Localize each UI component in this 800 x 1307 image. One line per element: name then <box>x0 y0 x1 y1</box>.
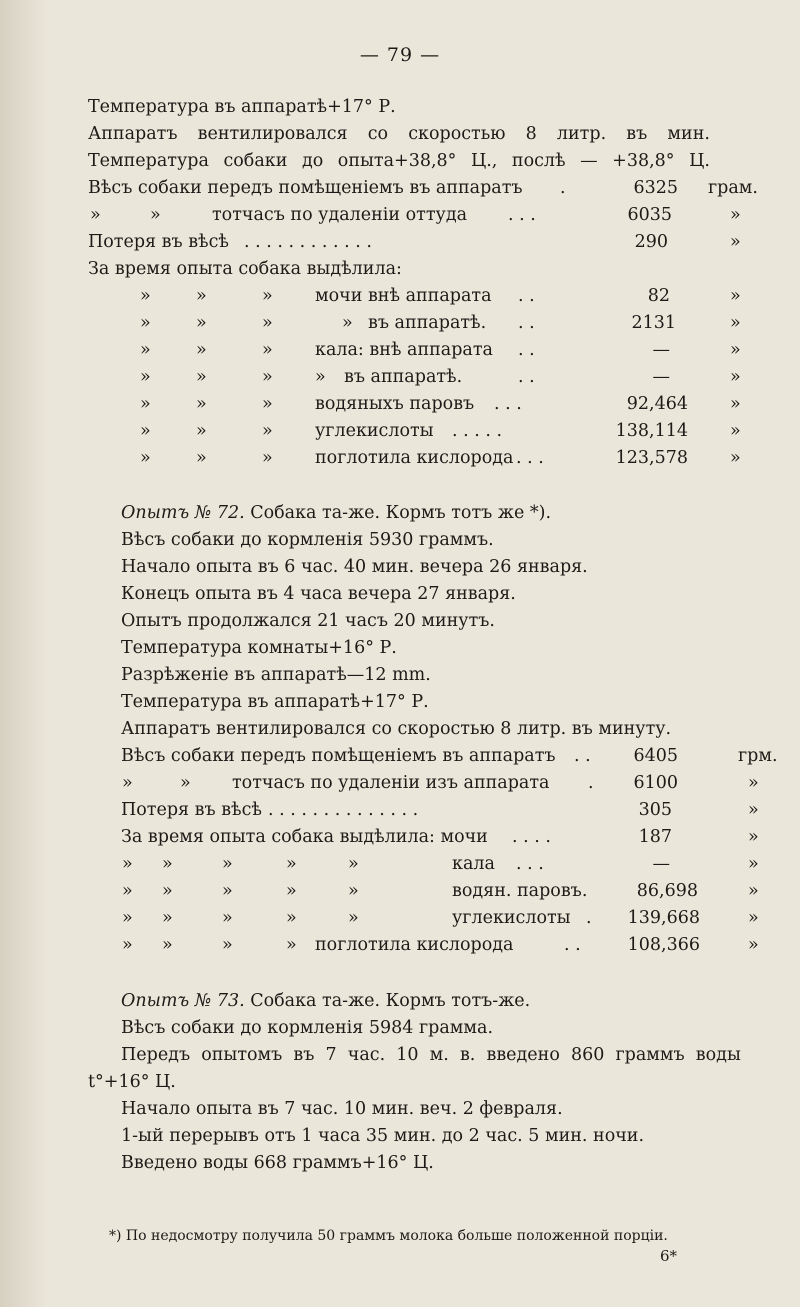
table-row: Потеря въ вѣсѣ . . . . . . . . . . . . 290 » <box>88 232 741 252</box>
table-row: За время опыта собака выдѣлила: <box>88 259 402 279</box>
paragraph-line: Введено воды 668 граммъ+16° Ц. <box>121 1153 434 1173</box>
signature-mark: 6* <box>660 1247 678 1265</box>
table-row: » » » » въ аппаратѣ. . . 2131 » <box>140 313 741 333</box>
paragraph-line: Начало опыта въ 6 час. 40 мин. вечера 26 января. <box>121 557 588 577</box>
table-row: » » » мочи внѣ аппарата . . 82 » <box>140 286 741 306</box>
paragraph-line: 1-ый перерывъ отъ 1 часа 35 мин. до 2 час. 5 мин. ночи. <box>121 1126 645 1146</box>
paragraph-line: t°+16° Ц. <box>88 1072 176 1092</box>
experiment-72-heading: Опытъ № 72. Собака та-же. Кормъ тотъ же *). <box>121 503 552 523</box>
table-row: » » » » » водян. паровъ. 86,698 » <box>122 881 759 901</box>
footnote: *) По недосмотру получила 50 граммъ молока больше положенной порціи. <box>109 1228 668 1244</box>
paragraph-line: Опытъ продолжался 21 часъ 20 минутъ. <box>121 611 495 631</box>
paragraph-line: Вѣсъ собаки до кормленія 5930 граммъ. <box>121 530 494 550</box>
table-row: Вѣсъ собаки передъ помѣщеніемъ въ аппаратъ . . 6405 грм. <box>121 746 778 766</box>
table-row: » » тотчасъ по удаленіи оттуда . . . 6035 » <box>90 205 741 225</box>
table-row: За время опыта собака выдѣлила: мочи . . . . 187 » <box>121 827 759 847</box>
paragraph-line: Конецъ опыта въ 4 часа вечера 27 января. <box>121 584 516 604</box>
paragraph-line: Разрѣженіе въ аппаратѣ—12 mm. <box>121 665 431 685</box>
paragraph-line: Вѣсъ собаки до кормленія 5984 грамма. <box>121 1018 494 1038</box>
paragraph-line: Аппаратъ вентилировался со скоростью 8 литр. въ минуту. <box>121 719 672 739</box>
experiment-73-heading: Опытъ № 73. Собака та-же. Кормъ тотъ-же. <box>121 991 531 1011</box>
table-row: » » » кала: внѣ аппарата . . — » <box>140 340 741 360</box>
temperature-apparatus-line: Температура въ аппаратѣ+17° Р. <box>88 97 396 117</box>
paragraph-line: Температура въ аппаратѣ+17° Р. <box>121 692 429 712</box>
paragraph-line: Температура комнаты+16° Р. <box>121 638 397 658</box>
paragraph-line: Передъ опытомъ въ 7 час. 10 м. в. введено 860 граммъ воды <box>121 1045 741 1065</box>
table-row: Потеря въ вѣсѣ . . . . . . . . . . . . . . 305 » <box>121 800 759 820</box>
table-row: » » » » въ аппаратѣ. . . — » <box>140 367 741 387</box>
page-number: — 79 — <box>359 44 441 66</box>
table-row: » » » поглотила кислорода . . . 123,578 » <box>140 448 741 468</box>
table-row: » » » водяныхъ паровъ . . . 92,464 » <box>140 394 741 414</box>
table-row: Вѣсъ собаки передъ помѣщеніемъ въ аппаратъ . 6325 грам. <box>88 178 758 198</box>
table-row: » » » углекислоты . . . . . 138,114 » <box>140 421 741 441</box>
ventilation-line: Аппаратъ вентилировался со скоростью 8 литр. въ мин. <box>88 124 710 144</box>
paragraph-line: Начало опыта въ 7 час. 10 мин. веч. 2 февраля. <box>121 1099 563 1119</box>
table-row: » » » » » кала . . . — » <box>122 854 759 874</box>
table-row: » » » » поглотила кислорода . . 108,366 » <box>122 935 759 955</box>
table-row: » » тотчасъ по удаленіи изъ аппарата . 6100 » <box>122 773 759 793</box>
table-row: » » » » » углекислоты . 139,668 » <box>122 908 759 928</box>
dog-temperature-line: Температура собаки до опыта+38,8° Ц., послѣ — +38,8° Ц. <box>88 151 710 171</box>
